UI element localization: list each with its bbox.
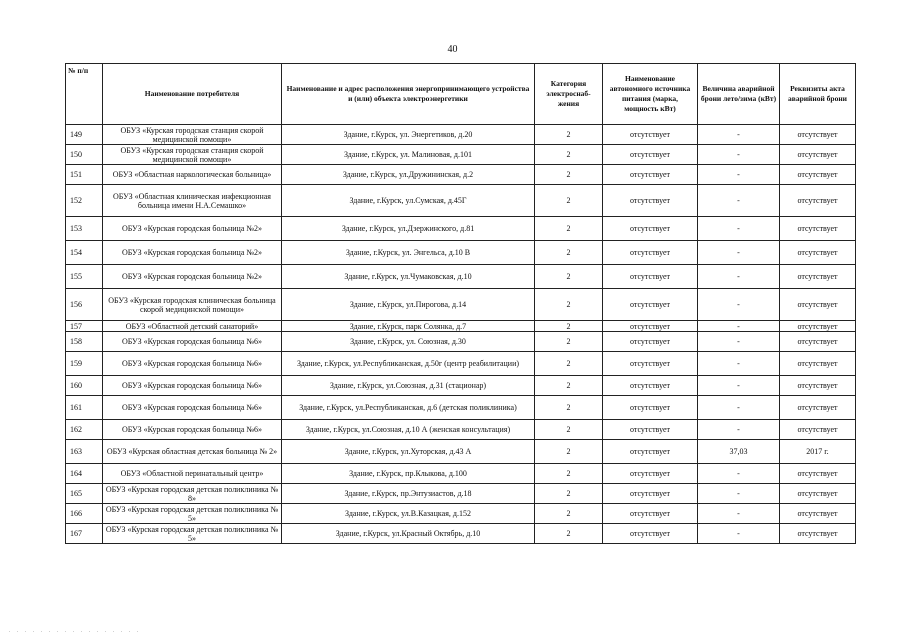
row-number: 160	[66, 376, 103, 396]
row-number: 165	[66, 484, 103, 504]
row-reserve: -	[698, 165, 780, 185]
row-reserve: -	[698, 289, 780, 321]
row-consumer: ОБУЗ «Курская городская станция скорой медицинской помощи»	[103, 145, 282, 165]
row-power-source: отсутствует	[603, 464, 698, 484]
row-number: 154	[66, 241, 103, 265]
row-power-source: отсутствует	[603, 504, 698, 524]
row-act: отсутствует	[780, 420, 856, 440]
row-power-source: отсутствует	[603, 125, 698, 145]
row-power-source: отсутствует	[603, 484, 698, 504]
consumers-table	[65, 63, 856, 544]
row-consumer: ОБУЗ «Курская городская больница №6»	[103, 420, 282, 440]
row-power-source: отсутствует	[603, 241, 698, 265]
row-act: отсутствует	[780, 265, 856, 289]
table-row	[66, 440, 856, 464]
row-power-source: отсутствует	[603, 165, 698, 185]
row-reserve: -	[698, 376, 780, 396]
row-number: 162	[66, 420, 103, 440]
row-reserve: -	[698, 464, 780, 484]
row-category: 2	[535, 440, 603, 464]
row-reserve: 37,03	[698, 440, 780, 464]
row-act: отсутствует	[780, 504, 856, 524]
row-category: 2	[535, 524, 603, 544]
row-number: 151	[66, 165, 103, 185]
row-category: 2	[535, 217, 603, 241]
row-address: Здание, г.Курск, ул.Республиканская, д.6 (детская поликлиника)	[282, 396, 535, 420]
table-row	[66, 332, 856, 352]
row-act: отсутствует	[780, 217, 856, 241]
row-number: 158	[66, 332, 103, 352]
row-power-source: отсутствует	[603, 217, 698, 241]
table-row	[66, 185, 856, 217]
row-category: 2	[535, 332, 603, 352]
table-row	[66, 241, 856, 265]
row-address: Здание, г.Курск, ул.Красный Октябрь, д.10	[282, 524, 535, 544]
row-address: Здание, г.Курск, ул.Союзная, д.31 (стационар)	[282, 376, 535, 396]
row-reserve: -	[698, 185, 780, 217]
row-consumer: ОБУЗ «Курская городская клиническая больница скорой медицинской помощи»	[103, 289, 282, 321]
row-reserve: -	[698, 396, 780, 420]
row-consumer: ОБУЗ «Курская городская детская поликлиника № 8»	[103, 484, 282, 504]
row-act: отсутствует	[780, 464, 856, 484]
table-row	[66, 524, 856, 544]
row-address: Здание, г.Курск, ул.Пирогова, д.14	[282, 289, 535, 321]
row-number: 156	[66, 289, 103, 321]
table-row	[66, 165, 856, 185]
table-row	[66, 464, 856, 484]
row-number: 166	[66, 504, 103, 524]
row-number: 153	[66, 217, 103, 241]
row-address: Здание, г.Курск, ул.Хуторская, д.43 А	[282, 440, 535, 464]
row-category: 2	[535, 484, 603, 504]
row-category: 2	[535, 464, 603, 484]
row-number: 163	[66, 440, 103, 464]
row-power-source: отсутствует	[603, 420, 698, 440]
row-number: 152	[66, 185, 103, 217]
row-number: 159	[66, 352, 103, 376]
row-act: отсутствует	[780, 145, 856, 165]
row-act: отсутствует	[780, 321, 856, 332]
table-row	[66, 420, 856, 440]
row-number: 157	[66, 321, 103, 332]
row-consumer: ОБУЗ «Курская городская детская поликлиника № 5»	[103, 524, 282, 544]
row-address: Здание, г.Курск, ул.В.Казацкая, д.152	[282, 504, 535, 524]
row-consumer: ОБУЗ «Курская городская больница №6»	[103, 396, 282, 420]
row-category: 2	[535, 145, 603, 165]
row-category: 2	[535, 125, 603, 145]
row-act: отсутствует	[780, 376, 856, 396]
row-consumer: ОБУЗ «Областная наркологическая больница»	[103, 165, 282, 185]
row-power-source: отсутствует	[603, 396, 698, 420]
header-consumer: Наименование потребителя	[103, 64, 282, 125]
row-address: Здание, г.Курск, ул.Республиканская, д.50г (центр реабилитации)	[282, 352, 535, 376]
header-category: Категория электроснаб-жения	[535, 64, 603, 125]
row-act: отсутствует	[780, 125, 856, 145]
row-reserve: -	[698, 145, 780, 165]
row-power-source: отсутствует	[603, 352, 698, 376]
table-body	[66, 125, 856, 544]
row-act: 2017 г.	[780, 440, 856, 464]
row-address: Здание, г.Курск, пр.Энтузиастов, д.18	[282, 484, 535, 504]
row-act: отсутствует	[780, 289, 856, 321]
row-act: отсутствует	[780, 185, 856, 217]
row-category: 2	[535, 185, 603, 217]
row-address: Здание, г.Курск, ул.Сумская, д.45Г	[282, 185, 535, 217]
row-power-source: отсутствует	[603, 321, 698, 332]
scan-footer-mark: . . . . . . . . . . . . . . . . .	[8, 628, 141, 634]
row-consumer: ОБУЗ «Областной перинатальный центр»	[103, 464, 282, 484]
row-address: Здание, г.Курск, ул. Энгельса, д.10 В	[282, 241, 535, 265]
row-reserve: -	[698, 352, 780, 376]
row-reserve: -	[698, 321, 780, 332]
row-number: 167	[66, 524, 103, 544]
row-power-source: отсутствует	[603, 265, 698, 289]
row-reserve: -	[698, 524, 780, 544]
row-consumer: ОБУЗ «Курская городская больница №6»	[103, 352, 282, 376]
row-address: Здание, г.Курск, ул.Дзержинского, д.81	[282, 217, 535, 241]
table-row	[66, 265, 856, 289]
row-address: Здание, г.Курск, ул. Малиновая, д.101	[282, 145, 535, 165]
row-act: отсутствует	[780, 165, 856, 185]
table-row	[66, 396, 856, 420]
row-category: 2	[535, 321, 603, 332]
row-address: Здание, г.Курск, пр.Клыкова, д.100	[282, 464, 535, 484]
row-reserve: -	[698, 265, 780, 289]
row-consumer: ОБУЗ «Курская городская больница №2»	[103, 241, 282, 265]
row-consumer: ОБУЗ «Курская городская станция скорой медицинской помощи»	[103, 125, 282, 145]
row-number: 155	[66, 265, 103, 289]
table-row	[66, 504, 856, 524]
row-power-source: отсутствует	[603, 289, 698, 321]
row-consumer: ОБУЗ «Курская городская больница №6»	[103, 376, 282, 396]
row-number: 150	[66, 145, 103, 165]
row-category: 2	[535, 420, 603, 440]
row-address: Здание, г.Курск, ул.Чумаковская, д.10	[282, 265, 535, 289]
row-category: 2	[535, 241, 603, 265]
row-power-source: отсутствует	[603, 145, 698, 165]
table-row	[66, 352, 856, 376]
table-header-row	[66, 64, 856, 125]
row-consumer: ОБУЗ «Курская городская больница №2»	[103, 217, 282, 241]
row-number: 149	[66, 125, 103, 145]
row-reserve: -	[698, 217, 780, 241]
row-address: Здание, г.Курск, ул.Союзная, д.10 А (женская консультация)	[282, 420, 535, 440]
row-reserve: -	[698, 484, 780, 504]
row-consumer: ОБУЗ «Курская городская больница №6»	[103, 332, 282, 352]
row-act: отсутствует	[780, 396, 856, 420]
header-power-source: Наименование автономного источника питания (марка, мощность кВт)	[603, 64, 698, 125]
row-address: Здание, г.Курск, ул. Энергетиков, д.20	[282, 125, 535, 145]
row-reserve: -	[698, 420, 780, 440]
row-power-source: отсутствует	[603, 440, 698, 464]
row-address: Здание, г.Курск, ул.Дружининская, д.2	[282, 165, 535, 185]
row-category: 2	[535, 289, 603, 321]
row-act: отсутствует	[780, 241, 856, 265]
row-category: 2	[535, 265, 603, 289]
table-row	[66, 289, 856, 321]
row-address: Здание, г.Курск, парк Солянка, д.7	[282, 321, 535, 332]
row-category: 2	[535, 376, 603, 396]
row-power-source: отсутствует	[603, 376, 698, 396]
row-number: 164	[66, 464, 103, 484]
row-consumer: ОБУЗ «Областной детский санаторий»	[103, 321, 282, 332]
table-row	[66, 217, 856, 241]
table-row	[66, 145, 856, 165]
row-consumer: ОБУЗ «Курская городская детская поликлиника № 5»	[103, 504, 282, 524]
header-address: Наименование и адрес расположения энергопринимающего устройства и (или) объекта электроэнергетики	[282, 64, 535, 125]
row-category: 2	[535, 352, 603, 376]
row-act: отсутствует	[780, 352, 856, 376]
row-reserve: -	[698, 504, 780, 524]
row-power-source: отсутствует	[603, 332, 698, 352]
row-category: 2	[535, 165, 603, 185]
row-reserve: -	[698, 332, 780, 352]
row-consumer: ОБУЗ «Областная клиническая инфекционная больница имени Н.А.Семашко»	[103, 185, 282, 217]
row-power-source: отсутствует	[603, 185, 698, 217]
row-act: отсутствует	[780, 524, 856, 544]
row-act: отсутствует	[780, 484, 856, 504]
row-number: 161	[66, 396, 103, 420]
page-number: 40	[447, 44, 458, 55]
row-category: 2	[535, 504, 603, 524]
header-reserve: Величина аварийной брони лето/зима (кВт)	[698, 64, 780, 125]
table-row	[66, 484, 856, 504]
row-reserve: -	[698, 241, 780, 265]
row-category: 2	[535, 396, 603, 420]
row-address: Здание, г.Курск, ул. Союзная, д.30	[282, 332, 535, 352]
table-row	[66, 376, 856, 396]
row-consumer: ОБУЗ «Курская городская больница №2»	[103, 265, 282, 289]
table-row	[66, 321, 856, 332]
row-reserve: -	[698, 125, 780, 145]
table-row	[66, 125, 856, 145]
header-number: № п/п	[66, 64, 103, 125]
row-act: отсутствует	[780, 332, 856, 352]
header-act: Реквизиты акта аварийной брони	[780, 64, 856, 125]
row-power-source: отсутствует	[603, 524, 698, 544]
row-consumer: ОБУЗ «Курская областная детская больница № 2»	[103, 440, 282, 464]
